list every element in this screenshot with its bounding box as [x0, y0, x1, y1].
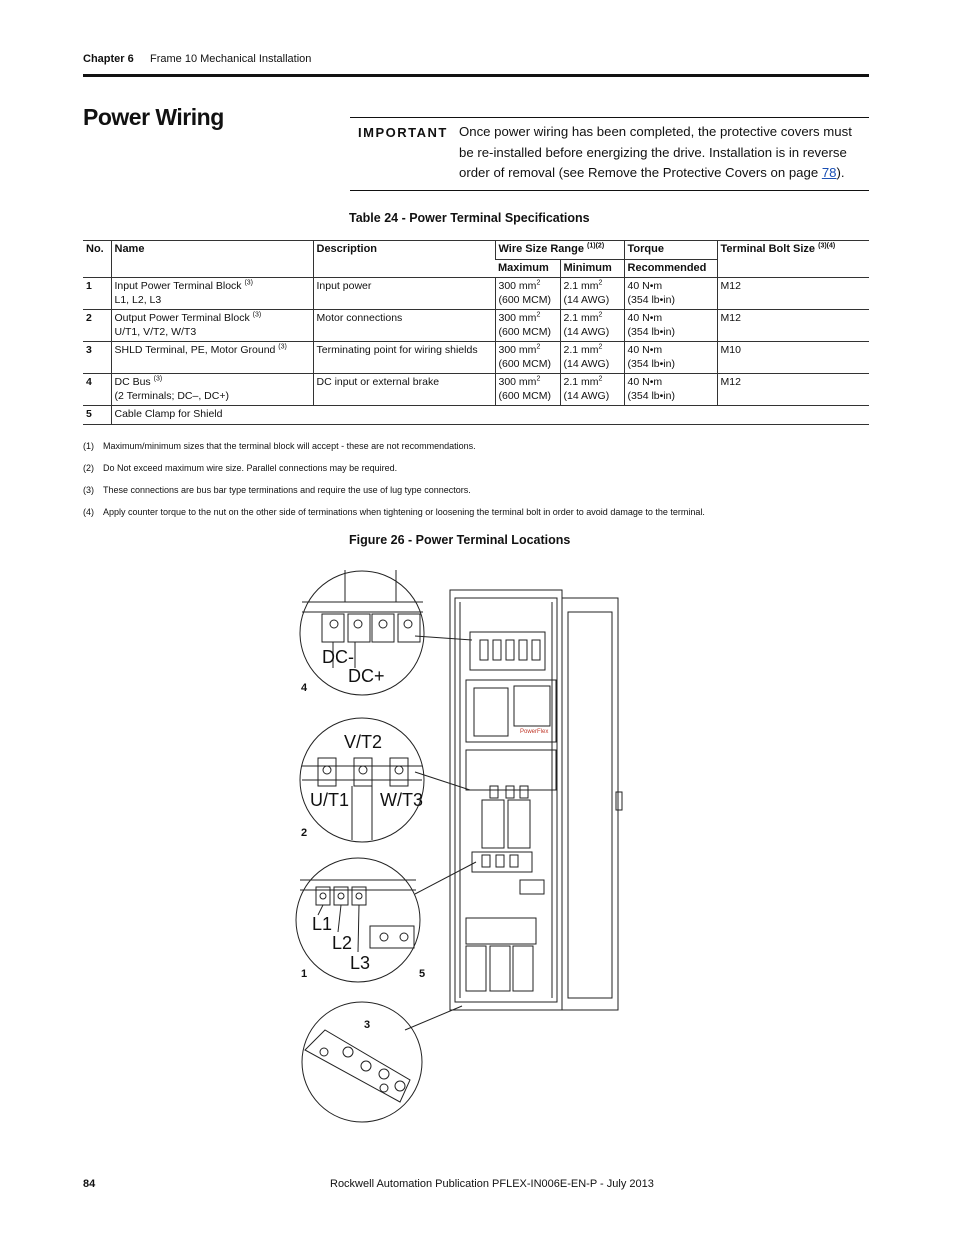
label-wt3: W/T3	[380, 790, 423, 810]
col-torque: Torque	[624, 241, 717, 260]
torque-metric: 40 N•m	[627, 312, 663, 324]
label-dc-plus: DC+	[348, 666, 385, 686]
label-l3: L3	[350, 953, 371, 973]
chapter-label: Chapter 6	[83, 53, 134, 65]
min-unit: (14 AWG)	[563, 293, 610, 306]
cell-no: 2	[83, 310, 111, 342]
footnote-number: (1)	[83, 441, 94, 451]
min-unit: (14 AWG)	[563, 357, 610, 370]
label-dc-minus: DC-	[322, 647, 354, 667]
table-caption: Table 24 - Power Terminal Specifications	[349, 211, 590, 225]
name-line-1: Input Power Terminal Block	[114, 280, 242, 292]
bolt-footnote-ref: (3)(4)	[818, 242, 836, 250]
wire-size-label: Wire Size Range	[498, 243, 584, 255]
max-unit: (600 MCM)	[498, 293, 552, 306]
footnote-number: (2)	[83, 463, 94, 473]
name-footnote-ref: (3)	[252, 311, 262, 319]
cell-no: 5	[83, 406, 111, 425]
name-footnote-ref: (3)	[278, 343, 287, 351]
max-value: 300 mm	[498, 376, 537, 388]
name-line-2: (2 Terminals; DC–, DC+)	[114, 389, 229, 402]
min-unit: (14 AWG)	[563, 325, 610, 338]
important-text-body: Once power wiring has been completed, the protective covers must be re-installed before energizing the drive. Installation is in reverse order of removal (see Remove the Protective Covers on page	[459, 124, 852, 180]
important-text-end: ).	[836, 165, 845, 180]
page-number: 84	[83, 1178, 96, 1190]
bolt-label: Terminal Bolt Size	[720, 243, 816, 255]
page-link[interactable]: 78	[821, 165, 837, 180]
cell-bolt: M12	[717, 278, 869, 310]
name-line-2: L1, L2, L3	[114, 293, 162, 306]
cell-description: DC input or external brake	[313, 374, 495, 406]
squared: 2	[536, 311, 541, 319]
footnote-text: Do Not exceed maximum wire size. Parallel connections may be required.	[103, 463, 398, 473]
footnote-number: (4)	[83, 507, 94, 517]
cell-description: Input power	[313, 278, 495, 310]
cell-description: Terminating point for wiring shields	[313, 342, 495, 374]
callout-3: 3	[364, 1019, 371, 1031]
cell-name: Cable Clamp for Shield	[111, 406, 869, 425]
figure-caption: Figure 26 - Power Terminal Locations	[349, 533, 571, 547]
callout-5: 5	[419, 968, 426, 980]
cabinet-door	[562, 598, 618, 1010]
cell-bolt: M12	[717, 310, 869, 342]
squared: 2	[598, 279, 603, 287]
name-footnote-ref: (3)	[153, 375, 163, 383]
col-no: No.	[83, 241, 111, 278]
name-footnote-ref: (3)	[244, 279, 254, 287]
col-description: Description	[313, 241, 495, 278]
max-value: 300 mm	[498, 280, 537, 292]
torque-imperial: (354 lb•in)	[627, 357, 675, 370]
min-value: 2.1 mm	[563, 344, 599, 356]
important-label: IMPORTANT	[358, 125, 448, 140]
torque-metric: 40 N•m	[627, 280, 663, 292]
squared: 2	[536, 343, 541, 351]
max-value: 300 mm	[498, 312, 537, 324]
name-line-1: DC Bus	[114, 376, 151, 388]
cell-bolt: M10	[717, 342, 869, 374]
publication-info: Rockwell Automation Publication PFLEX-IN006E-EN-P - July 2013	[330, 1178, 654, 1190]
footnote-text: These connections are bus bar type terminations and require the use of lug type connectors.	[103, 485, 471, 495]
section-title: Power Wiring	[83, 104, 224, 130]
min-value: 2.1 mm	[563, 312, 599, 324]
max-unit: (600 MCM)	[498, 357, 552, 370]
max-value: 300 mm	[498, 344, 537, 356]
cell-no: 1	[83, 278, 111, 310]
label-ut1: U/T1	[310, 790, 350, 810]
cell-no: 3	[83, 342, 111, 374]
label-vt2: V/T2	[344, 732, 383, 752]
torque-imperial: (354 lb•in)	[627, 325, 675, 338]
torque-imperial: (354 lb•in)	[627, 293, 675, 306]
col-minimum: Minimum	[560, 259, 624, 278]
max-unit: (600 MCM)	[498, 389, 552, 402]
squared: 2	[536, 375, 541, 383]
col-maximum: Maximum	[495, 259, 560, 278]
cell-bolt: M12	[717, 374, 869, 406]
min-unit: (14 AWG)	[563, 389, 610, 402]
label-l2: L2	[332, 933, 353, 953]
name-line-1: Output Power Terminal Block	[114, 312, 250, 324]
footnote-text: Maximum/minimum sizes that the terminal block will accept - these are not recommendations.	[103, 441, 476, 451]
callout-4: 4	[301, 682, 308, 694]
label-l1: L1	[312, 914, 333, 934]
min-value: 2.1 mm	[563, 376, 599, 388]
max-unit: (600 MCM)	[498, 325, 552, 338]
footnote-text: Apply counter torque to the nut on the other side of terminations when tightening or loosening the terminal bolt in order to avoid damage to the terminal.	[103, 507, 705, 517]
min-value: 2.1 mm	[563, 280, 599, 292]
wire-size-footnote-ref: (1)(2)	[587, 242, 605, 250]
cell-description: Motor connections	[313, 310, 495, 342]
torque-metric: 40 N•m	[627, 344, 663, 356]
torque-imperial: (354 lb•in)	[627, 389, 675, 402]
callout-1: 1	[301, 968, 308, 980]
footnote-number: (3)	[83, 485, 94, 495]
squared: 2	[598, 343, 603, 351]
squared: 2	[598, 375, 603, 383]
col-name: Name	[111, 241, 313, 278]
detail-ground-terminals	[302, 1002, 422, 1122]
torque-metric: 40 N•m	[627, 376, 663, 388]
squared: 2	[598, 311, 603, 319]
col-recommended: Recommended	[624, 259, 717, 278]
cell-no: 4	[83, 374, 111, 406]
name-line-2: U/T1, V/T2, W/T3	[114, 325, 197, 338]
chapter-title: Frame 10 Mechanical Installation	[150, 53, 312, 65]
callout-2: 2	[301, 827, 308, 839]
squared: 2	[536, 279, 541, 287]
name-line-1: SHLD Terminal, PE, Motor Ground	[114, 344, 276, 356]
brand-label: PowerFlex	[520, 729, 549, 735]
